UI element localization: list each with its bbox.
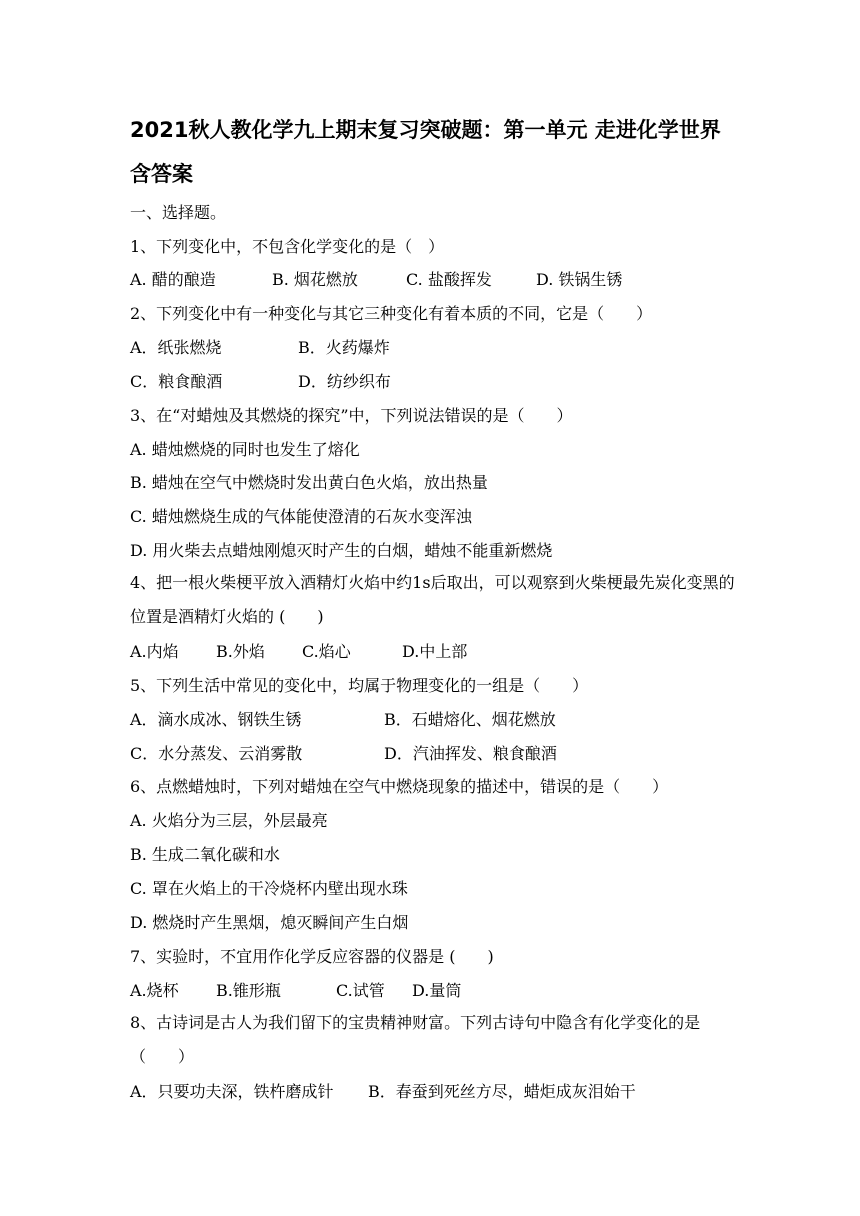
option: C. 盐酸挥发: [406, 270, 492, 289]
question-8-stem: 8、古诗词是古人为我们留下的宝贵精神财富。下列古诗句中隐含有化学变化的是（ ）: [130, 1013, 701, 1066]
option: D．纺纱织布: [298, 372, 391, 391]
question-7-stem: 7、实验时，不宜用作化学反应容器的仪器是 ( ): [130, 947, 494, 966]
option: A. 火焰分为三层，外层最亮: [130, 811, 328, 830]
option: A．只要功夫深，铁杵磨成针: [130, 1082, 334, 1101]
option: C.焰心: [302, 642, 351, 661]
option: C．粮食酿酒: [130, 372, 223, 391]
option: C. 罩在火焰上的干冷烧杯内壁出现水珠: [130, 879, 408, 898]
option: B.锥形瓶: [216, 981, 281, 1000]
option: B．石蜡熔化、烟花燃放: [384, 710, 556, 729]
option: C．水分蒸发、云消雾散: [130, 744, 303, 763]
question-2-stem: 2、下列变化中有一种变化与其它三种变化有着本质的不同，它是（ ）: [130, 304, 653, 323]
section-heading: 一、选择题。: [130, 203, 227, 222]
option: B．春蚕到死丝方尽，蜡炬成灰泪始干: [368, 1082, 636, 1101]
document-title: 2021秋人教化学九上期末复习突破题：第一单元 走进化学世界含答案: [130, 118, 721, 186]
option: B.外焰: [216, 642, 265, 661]
option: C. 蜡烛燃烧生成的气体能使澄清的石灰水变浑浊: [130, 507, 472, 526]
question-1-stem: 1、下列变化中，不包含化学变化的是（ ）: [130, 237, 445, 256]
option: A．滴水成冰、钢铁生锈: [130, 710, 302, 729]
question-6-stem: 6、点燃蜡烛时，下列对蜡烛在空气中燃烧现象的描述中，错误的是（ ）: [130, 777, 669, 796]
option: C.试管: [336, 981, 385, 1000]
option: B. 蜡烛在空气中燃烧时发出黄白色火焰，放出热量: [130, 473, 488, 492]
option: B. 烟花燃放: [272, 270, 358, 289]
option: A.烧杯: [130, 981, 179, 1000]
option: A. 蜡烛燃烧的同时也发生了熔化: [130, 440, 360, 459]
option: A.内焰: [130, 642, 179, 661]
option: D. 燃烧时产生黑烟，熄灭瞬间产生白烟: [130, 913, 409, 932]
question-4-stem: 4、把一根火柴梗平放入酒精灯火焰中约1s后取出，可以观察到火柴梗最先炭化变黑的位置是酒精灯火焰的 ( ): [130, 573, 735, 626]
option: D. 用火柴去点蜡烛刚熄灭时产生的白烟，蜡烛不能重新燃烧: [130, 541, 553, 560]
option: D. 铁锅生锈: [536, 270, 623, 289]
option: A. 醋的酿造: [130, 270, 216, 289]
option: D.量筒: [412, 981, 462, 1000]
option: A．纸张燃烧: [130, 338, 222, 357]
option: D.中上部: [402, 642, 468, 661]
question-3-stem: 3、在“对蜡烛及其燃烧的探究”中，下列说法错误的是（ ）: [130, 406, 573, 425]
option: B．火药爆炸: [298, 338, 390, 357]
question-5-stem: 5、下列生活中常见的变化中，均属于物理变化的一组是（ ）: [130, 676, 589, 695]
option: B. 生成二氧化碳和水: [130, 845, 280, 864]
option: D．汽油挥发、粮食酿酒: [384, 744, 557, 763]
